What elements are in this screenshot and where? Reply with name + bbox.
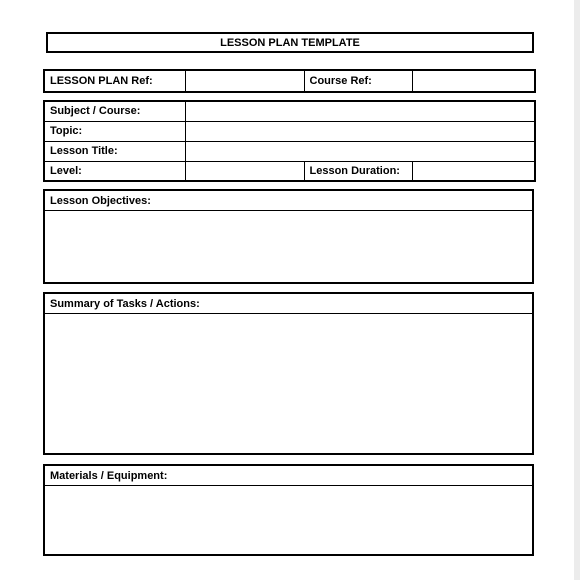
reference-row <box>44 70 535 92</box>
lesson-objectives-section <box>43 189 534 284</box>
subject-course-field[interactable] <box>185 101 535 121</box>
lesson-title-label: Lesson Title: <box>44 141 185 161</box>
lesson-objectives-label: Lesson Objectives: <box>45 191 532 211</box>
summary-of-tasks-field[interactable] <box>45 314 532 453</box>
level-field[interactable] <box>185 161 304 181</box>
course-ref-field[interactable] <box>412 70 535 92</box>
materials-equipment-field[interactable] <box>45 486 532 554</box>
materials-equipment-section <box>43 464 534 556</box>
topic-label: Topic: <box>44 121 185 141</box>
subject-row <box>44 101 535 121</box>
lesson-info-table <box>43 100 536 182</box>
subject-course-label: Subject / Course: <box>44 101 185 121</box>
reference-table <box>43 69 536 93</box>
document-title-box <box>46 32 534 53</box>
lesson-objectives-field[interactable] <box>45 211 532 282</box>
summary-of-tasks-label: Summary of Tasks / Actions: <box>45 294 532 314</box>
level-row <box>44 161 535 181</box>
lesson-title-row <box>44 141 535 161</box>
summary-of-tasks-section <box>43 292 534 455</box>
level-label: Level: <box>44 161 185 181</box>
topic-row <box>44 121 535 141</box>
course-ref-label: Course Ref: <box>304 70 412 92</box>
lesson-duration-field[interactable] <box>412 161 535 181</box>
materials-equipment-label: Materials / Equipment: <box>45 466 532 486</box>
lesson-title-field[interactable] <box>185 141 535 161</box>
topic-field[interactable] <box>185 121 535 141</box>
document-title: LESSON PLAN TEMPLATE <box>220 36 360 49</box>
lesson-duration-label: Lesson Duration: <box>304 161 412 181</box>
lesson-plan-ref-label: LESSON PLAN Ref: <box>44 70 185 92</box>
lesson-plan-ref-field[interactable] <box>185 70 304 92</box>
